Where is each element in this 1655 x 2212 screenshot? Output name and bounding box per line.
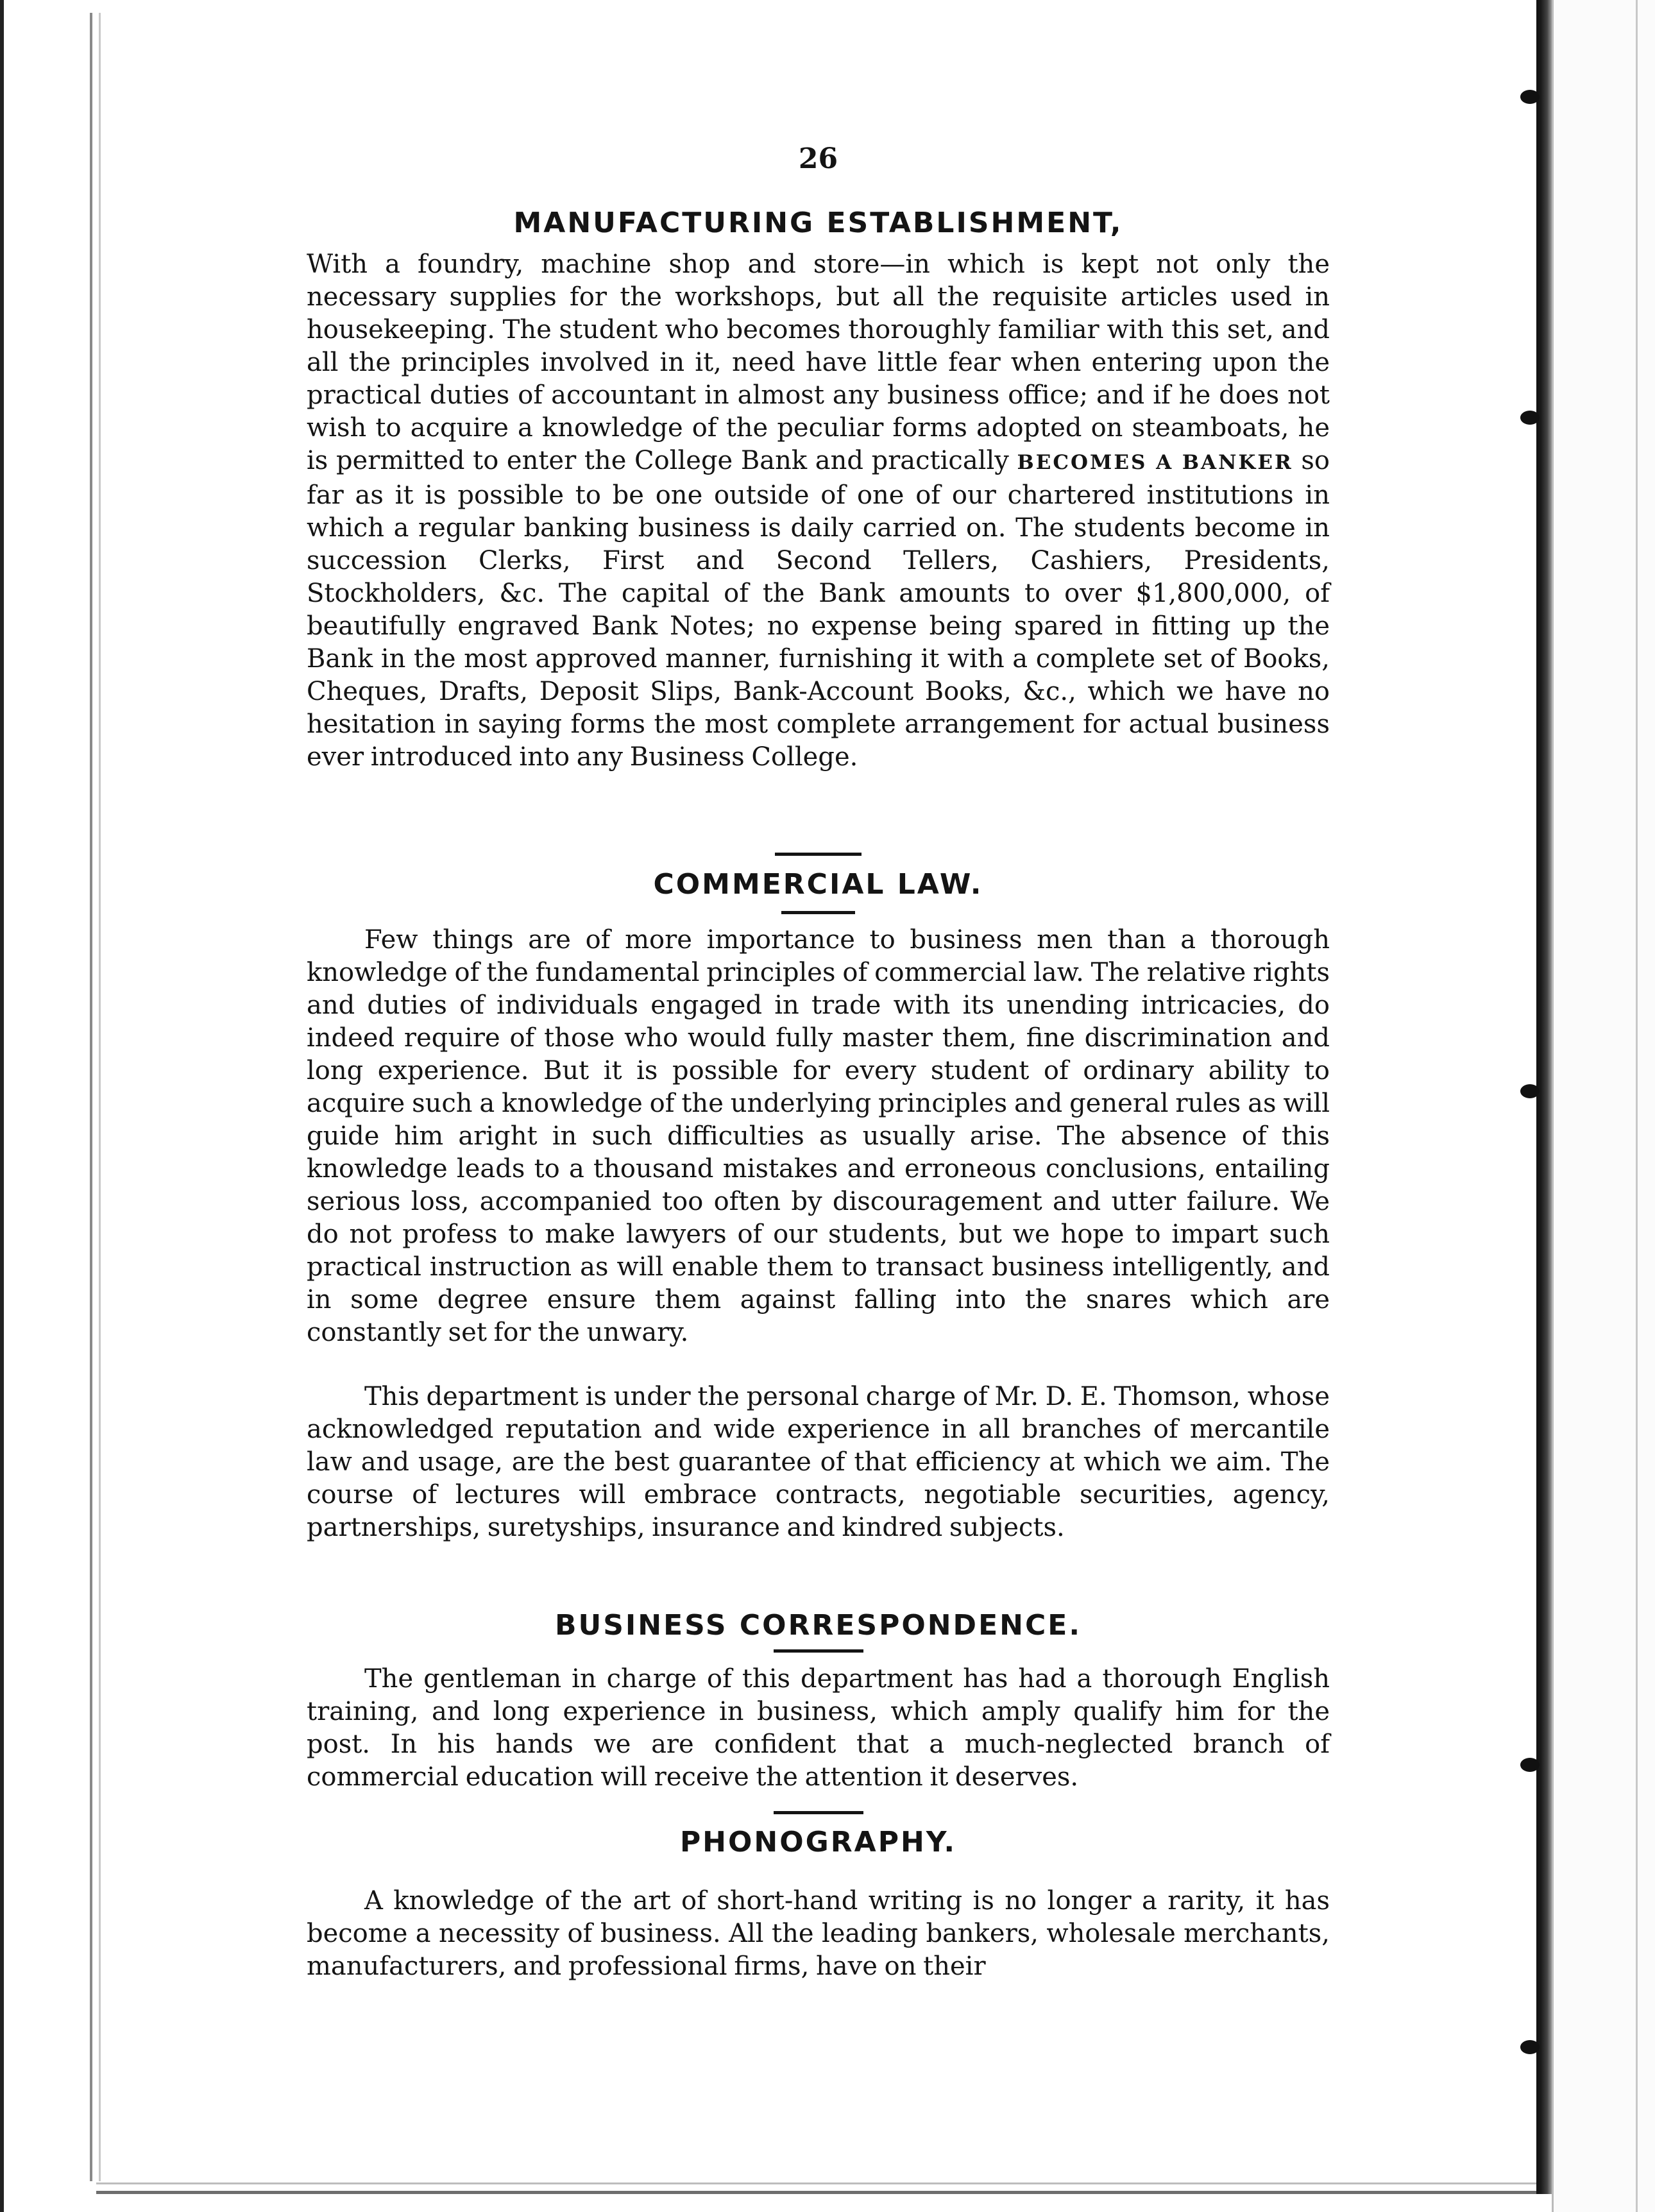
binding-spine — [1536, 0, 1552, 2194]
section-rule — [775, 853, 861, 856]
page-border-bottom — [96, 2182, 1546, 2194]
heading-business-correspondence: BUSINESS CORRESPONDENCE. — [554, 1609, 1082, 1642]
binding-clip — [1520, 411, 1540, 425]
heading-manufacturing: MANUFACTURING ESTABLISHMENT, — [513, 207, 1123, 239]
paragraph-manufacturing — [307, 248, 1330, 774]
binding-clip — [1520, 90, 1540, 104]
paragraph-business-correspondence — [307, 1663, 1330, 1794]
page-border-left — [90, 13, 101, 2181]
page-number: 26 — [798, 142, 838, 175]
binding-clip — [1520, 1084, 1540, 1098]
paragraph-commercial-law-1 — [307, 924, 1330, 1349]
heading-phonography: PHONOGRAPHY. — [679, 1826, 957, 1859]
paragraph-manufacturing-text-1: With a foundry, machine shop and store—in which is kept not only the necessary supplies for the workshops, but all the requisite articles used in housekeeping. The student who becomes thoroughly familiar with this set, and all the principles involved in it, need have little fear when entering upon the practical duties of accountant in almost any business office; and if he does not wish to acquire a knowledge of the peculiar forms adopted on steamboats, he is permitted to enter the College Bank and practically — [307, 250, 1330, 475]
paragraph-text: Few things are of more importance to business men than a thorough knowledge of the fundamental principles of commercial law. The relative rights and duties of individuals engaged in trade with its unending intricacies, do indeed require of those who would fully master them, fine discrimination and long experience. But it is possible for every student of ordinary ability to acquire such a knowledge of the underlying principles and general rules as will guide him aright in such difficulties as usually arise. The absence of this knowledge leads to a thousand mistakes and erroneous conclusions, entailing serious loss, accompanied too often by discouragement and utter failure. We do not profess to make lawyers of our students, but we hope to impart such practical instruction as will enable them to transact business intelligently, and in some degree ensure them against falling into the snares which are constantly set for the unwary. — [307, 925, 1330, 1347]
heading-commercial-law: COMMERCIAL LAW. — [653, 868, 983, 901]
paragraph-text: A knowledge of the art of short-hand writing is no longer a rarity, it has become a necessity of business. All the leading bankers, wholesale merchants, manufacturers, and professional firms, have on their — [307, 1886, 1330, 1981]
scan-edge — [0, 0, 4, 2212]
paragraph-manufacturing-text-2: so far as it is possible to be one outside of one of our chartered institutions in which a regular banking business is daily carried on. The students become in succession Clerks, First and Second Tellers, Cashiers, Presidents, Stockholders, &c. The capital of the Bank amounts to over $1,800,000, of beautifully engraved Bank Notes; no expense being spared in fitting up the Bank in the most approved manner, furnishing it with a complete set of Books, Cheques, Drafts, Deposit Slips, Bank-Account Books, &c., which we have no hesitation in saying forms the most complete arrangement for actual business ever introduced into any Business College. — [307, 446, 1330, 772]
paragraph-text: This department is under the personal charge of Mr. D. E. Thomson, whose acknowledged reputation and wide experience in all branches of mercantile law and usage, are the best guarantee of that efficiency at which we aim. The course of lectures will embrace contracts, negotiable securities, agency, partnerships, suretyships, insurance and kindred subjects. — [307, 1382, 1330, 1542]
paragraph-manufacturing-emphasis: BECOMES A BANKER — [1017, 451, 1293, 474]
binding-right-page — [1552, 0, 1655, 2212]
section-rule — [781, 911, 855, 914]
paragraph-commercial-law-2 — [307, 1381, 1330, 1544]
section-rule — [774, 1649, 863, 1653]
paragraph-text: The gentleman in charge of this department has had a thorough English training, and long experience in business, which amply qualify him for the post. In his hands we are confident that a much-neglected branch of commercial education will receive the attention it deserves. — [307, 1664, 1330, 1792]
binding-clip — [1520, 1758, 1540, 1772]
section-rule — [774, 1811, 863, 1814]
paragraph-phonography — [307, 1885, 1330, 1983]
binding-clip — [1520, 2040, 1540, 2054]
